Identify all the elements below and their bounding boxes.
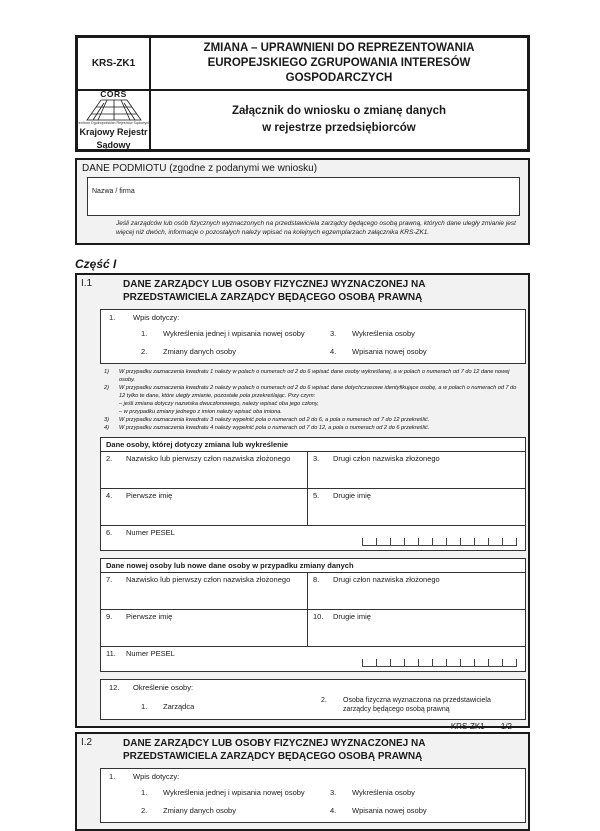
i1-okreslenie-osoby-box — [100, 679, 526, 720]
field-4-pierwsze-imie[interactable]: 4. Pierwsze imię — [101, 488, 307, 525]
i1-wpis-option-3[interactable]: 3. Wykreślenia osoby — [330, 328, 415, 338]
dane-podmiotu-note: Jeśli zarządców lub osób fizycznych wyznaczonych na przedstawiciela zarządcy będącego osobą prawną, których dane uległy zmianie jest więcej niż dwóch, informacje o pozostałych należy wpisać na kolejnych egzemplarzach załącznika KRS-ZK1. — [116, 220, 516, 236]
krs-logo — [72, 90, 154, 150]
cors-grid-icon — [85, 99, 143, 121]
field-number: 1. — [109, 312, 116, 322]
i1-group-new — [100, 558, 526, 672]
okreslenie-option-osoba-fizyczna[interactable]: 2. Osoba fizyczna wyznaczona na przedstawiciela zarządcy będącego osobą prawną — [321, 697, 491, 714]
section-i2-title: DANE ZARZĄDCY LUB OSOBY FIZYCZNEJ WYZNACZONEJ NA PRZEDSTAWICIELA ZARZĄDCY BĘDĄCEGO OSOBĄ PRAWNĄ — [123, 737, 426, 763]
krs-name-line2: Sądowy — [96, 139, 131, 150]
i2-wpis-dotyczy-box — [100, 768, 526, 823]
i1-group-new-title: Dane nowej osoby lub nowe dane osoby w przypadku zmiany danych — [101, 559, 525, 573]
czesc-1-heading: Część I — [75, 256, 117, 271]
field-10-drugie-imie[interactable]: 10. Drugie imię — [307, 609, 525, 646]
pesel-digit-boxes[interactable] — [362, 538, 517, 546]
form-code: KRS-ZK1 — [91, 58, 136, 69]
section-i2 — [75, 732, 530, 831]
nazwa-firma-label: Nazwa / firma — [92, 188, 135, 195]
nazwa-firma-field[interactable] — [87, 177, 520, 216]
subtitle-line1: Załącznik do wniosku o zmianę danych — [231, 104, 447, 117]
okreslenie-osoby-label-row: 12. Określenie osoby: — [109, 683, 194, 693]
subtitle-line2: w rejestrze przedsiębiorców — [262, 122, 416, 134]
i1-wpis-option-4[interactable]: 4. Wpisania nowej osoby — [330, 346, 427, 356]
i2-wpis-dotyczy-label-row: 1. Wpis dotyczy: — [109, 771, 180, 781]
section-i1-title: DANE ZARZĄDCY LUB OSOBY FIZYCZNEJ WYZNACZONEJ NA PRZEDSTAWICIELA ZARZĄDCY BĘDĄCEGO OSOBĄ PRAWNĄ — [123, 278, 426, 304]
field-6-pesel[interactable]: 6. Numer PESEL — [101, 525, 525, 550]
i1-wpis-dotyczy-box — [100, 309, 526, 364]
cors-label: CORS — [100, 88, 127, 99]
dane-podmiotu-title: DANE PODMIOTU (zgodne z podanymi we wniosku) — [82, 163, 318, 174]
i1-group-old — [100, 437, 526, 551]
wpis-dotyczy-label: Wpis dotyczy: — [133, 771, 180, 781]
okreslenie-osoby-label: Określenie osoby: — [133, 683, 194, 693]
field-11-pesel[interactable]: 11. Numer PESEL — [101, 646, 525, 671]
field-8-drugi-czlon[interactable]: 8. Drugi człon nazwiska złożonego — [307, 573, 525, 609]
form-code-box — [77, 37, 150, 90]
krs-name-line1: Krajowy Rejestr — [79, 127, 148, 138]
field-7-nazwisko[interactable]: 7. Nazwisko lub pierwszy człon nazwiska złożonego — [106, 575, 291, 585]
section-i2-header — [77, 734, 528, 768]
i2-wpis-option-4[interactable]: 4. Wpisania nowej osoby — [330, 805, 427, 815]
form-subtitle — [232, 103, 446, 138]
i2-wpis-option-1[interactable]: 1. Wykreślenia jednej i wpisania nowej osoby — [141, 787, 305, 797]
cors-small-text: Centrum Ogólnopolskich Rejestrów Sądowych — [76, 120, 151, 126]
pesel-digit-boxes[interactable] — [362, 659, 517, 667]
okreslenie-option-zarzadca[interactable]: 1. Zarządca — [141, 701, 195, 711]
field-3-drugi-czlon[interactable]: 3. Drugi człon nazwiska złożonego — [307, 452, 525, 488]
section-i1-header — [77, 275, 528, 309]
form-title-box — [150, 37, 528, 90]
section-i1-number: I.1 — [81, 277, 93, 289]
section-i2-number: I.2 — [81, 736, 93, 748]
i1-wpis-option-1[interactable]: 1. Wykreślenia jednej i wpisania nowej osoby — [141, 328, 305, 338]
field-9-pierwsze-imie[interactable]: 9. Pierwsze imię — [101, 609, 307, 646]
footer-form-code: KRS-ZK1 — [450, 722, 485, 731]
footer-page-number: 1/2 — [500, 722, 512, 731]
i1-wpis-dotyczy-label-row — [107, 313, 519, 322]
form-subtitle-box — [150, 90, 528, 150]
krs-logo-box — [77, 90, 150, 150]
wpis-dotyczy-label: Wpis dotyczy: — [133, 312, 180, 322]
form-header — [75, 35, 530, 152]
i1-wpis-option-2[interactable]: 2. Zmiany danych osoby — [141, 346, 236, 356]
section-i1 — [75, 273, 530, 728]
page-footer — [75, 722, 530, 731]
dane-podmiotu-section — [75, 158, 530, 245]
field-2-nazwisko[interactable]: 2. Nazwisko lub pierwszy człon nazwiska złożonego — [106, 454, 291, 464]
i1-group-old-title: Dane osoby, której dotyczy zmiana lub wykreślenie — [101, 438, 525, 452]
i1-footnotes: 1) W przypadku zaznaczenia kwadratu 1 należy w polach o numerach od 2 do 6 wpisać dane osoby wykreślanej, a w polach o numerach od 7 do 12 dane nowej osoby. 2) W przypadku zaznaczenia kwadratu 2 należy w polach o numerach od 2 do 6 wpisać dane dotychczasowe identyfikujące osobę, a w polach o numerach od 7 do 12 tylko te dane, które uległy zmianie, pozostałe pola przekreślając. Przy czym: – jeśli zmiana dotyczy nazwiska dwuczłonowego, należy wpisać oba jego człony, – w przypadku zmiany jednego z imion należy wpisać oba imiona. 3) W przypadku zaznaczenia kwadratu 3 należy wypełnić pola o numerach od 2 do 6, a pola o numerach od 7 do 12 przekreślić. 4) W przypadku zaznaczenia kwadratu 4 należy wypełnić pola o numerach od 7 do 12, a pola o numerach od 2 do 6 przekreślić. — [104, 368, 517, 432]
i2-wpis-option-3[interactable]: 3. Wykreślenia osoby — [330, 787, 415, 797]
field-5-drugie-imie[interactable]: 5. Drugie imię — [307, 488, 525, 525]
form-title: ZMIANA – UPRAWNIENI DO REPREZENTOWANIA EUROPEJSKIEGO ZGRUPOWANIA INTERESÓW GOSPODARCZYCH — [203, 42, 475, 84]
i2-wpis-option-2[interactable]: 2. Zmiany danych osoby — [141, 805, 236, 815]
